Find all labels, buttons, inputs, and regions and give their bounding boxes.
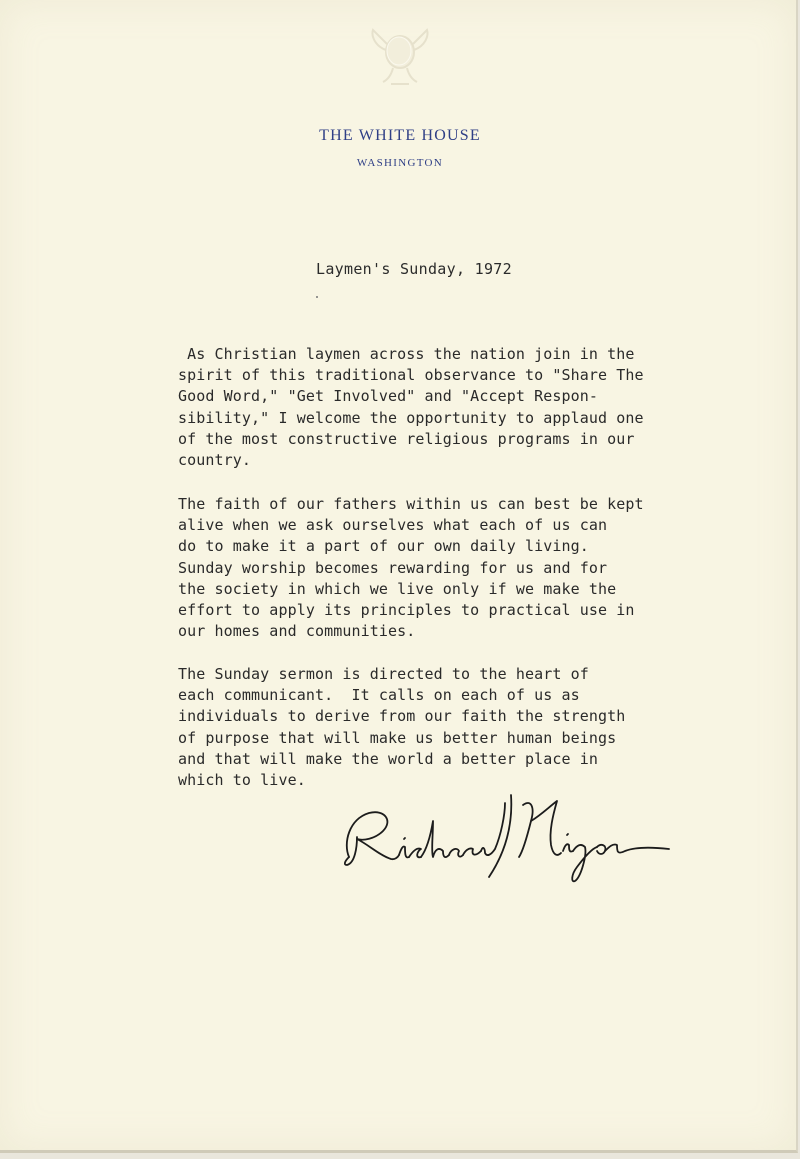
paragraph-line: As Christian laymen across the nation join in the (178, 345, 635, 363)
handwritten-signature (335, 785, 675, 885)
paragraph-line: the society in which we live only if we make the (178, 579, 617, 598)
paragraph-line: and that will make the world a better place in (178, 749, 599, 768)
letterhead-title: THE WHITE HOUSE (319, 127, 481, 144)
paragraph-line: of purpose that will make us better human beings (178, 728, 617, 747)
paragraph-line: spirit of this traditional observance to "Share The (178, 366, 644, 385)
paragraph-line: alive when we ask ourselves what each of us can (178, 516, 608, 535)
paragraph-line: Good Word," "Get Involved" and "Accept Respon- (178, 387, 599, 406)
paragraph-1 (178, 344, 648, 471)
paragraph-line: do to make it a part of our own daily living. (178, 537, 589, 556)
letterhead-subtitle: WASHINGTON (356, 157, 444, 169)
date-line: Laymen's Sunday, 1972 (316, 260, 512, 278)
paragraph-line: country. (178, 451, 252, 470)
paragraph-line: our homes and communities. (178, 622, 416, 641)
stray-mark (316, 296, 318, 298)
paragraph-line: individuals to derive from our faith the strength (178, 707, 626, 726)
paragraph-line: which to live. (178, 771, 306, 790)
paragraph-3 (178, 664, 648, 791)
paragraph-line: of the most constructive religious programs in our (178, 429, 635, 448)
paragraph-line: The Sunday sermon is directed to the heart of (178, 665, 589, 683)
paragraph-line: sibility," I welcome the opportunity to applaud one (178, 408, 644, 427)
paragraph-line: Sunday worship becomes rewarding for us and for (178, 558, 608, 577)
paragraph-2 (178, 494, 648, 642)
paragraph-line: effort to apply its principles to practical use in (178, 601, 635, 620)
embossed-seal-icon (365, 22, 435, 88)
paragraph-line: each communicant. It calls on each of us as (178, 686, 580, 705)
paragraph-line: The faith of our fathers within us can best be kept (178, 495, 644, 513)
